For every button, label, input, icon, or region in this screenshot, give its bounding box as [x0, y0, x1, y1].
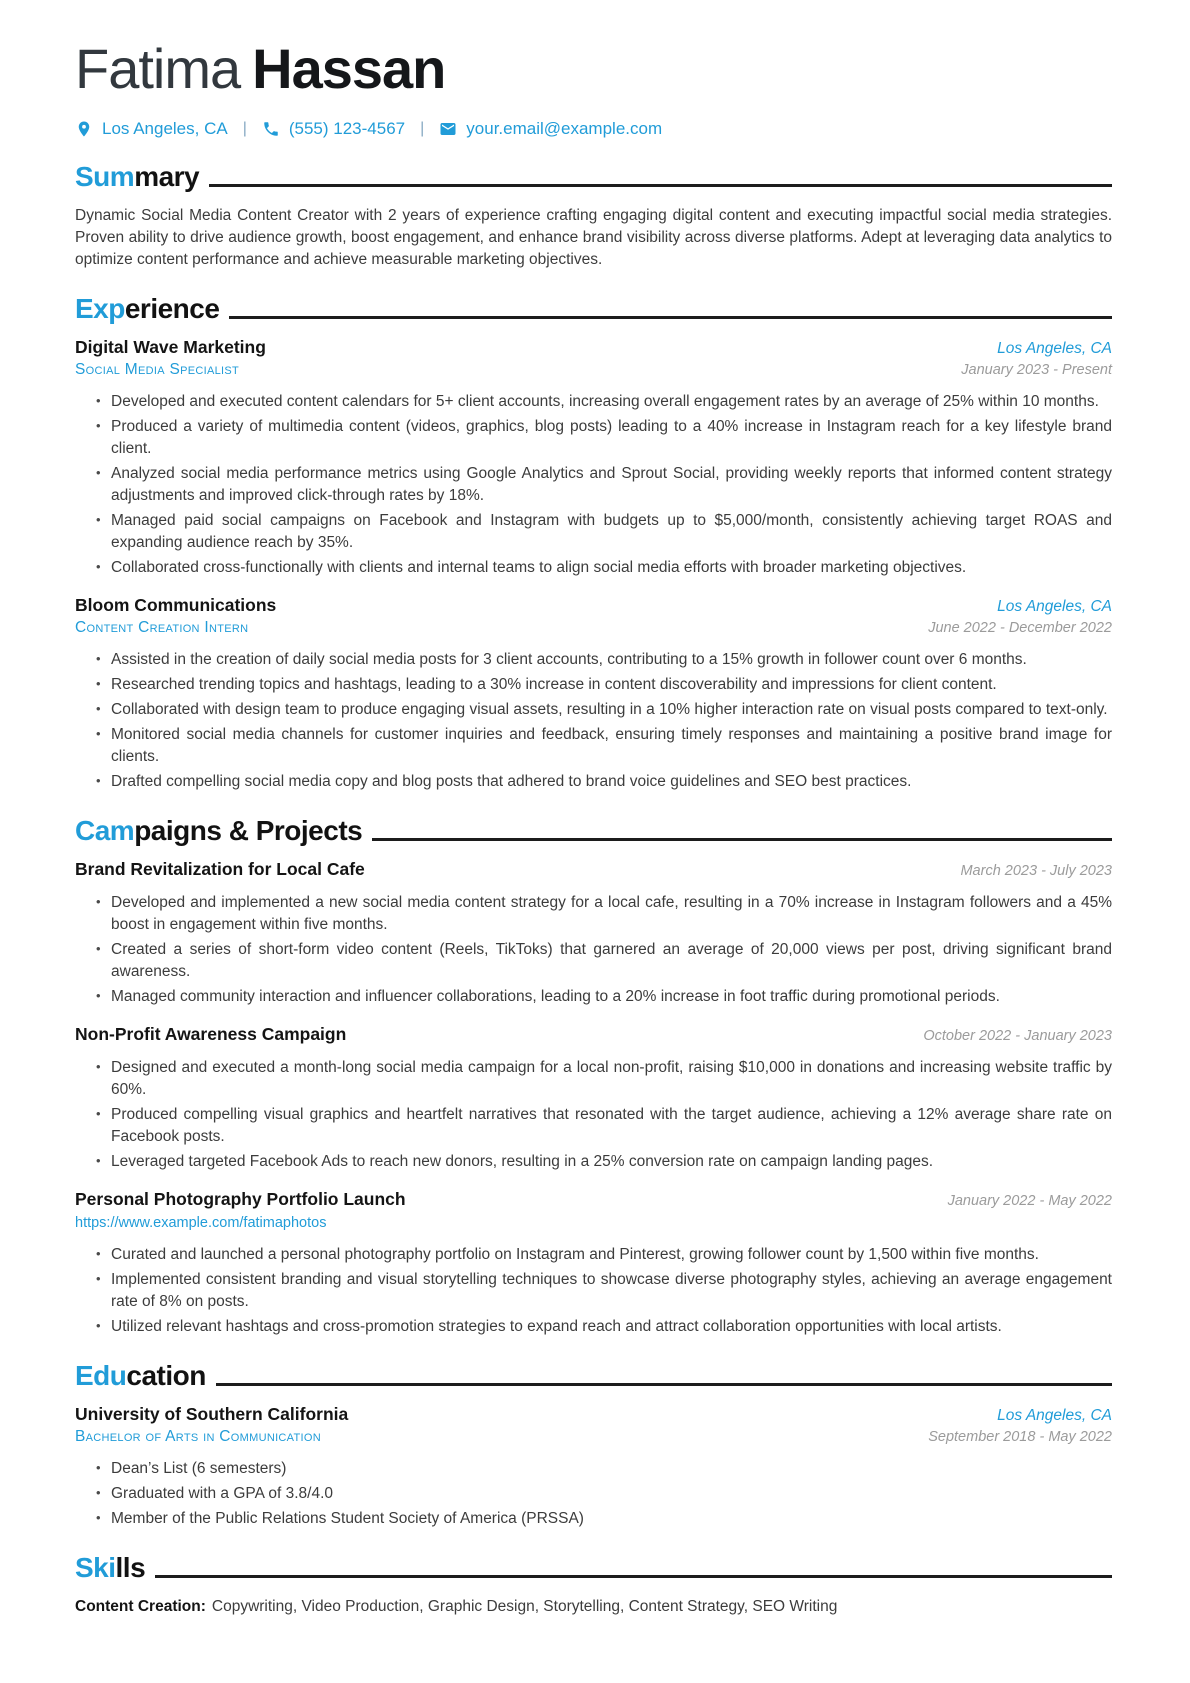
- heading-rest: cation: [126, 1359, 206, 1391]
- last-name: Hassan: [252, 37, 446, 100]
- bullet-item: • Leveraged targeted Facebook Ads to reach new donors, resulting in a 25% conversion rate on campaign landing pages.: [111, 1151, 1112, 1173]
- bullet-item: • Analyzed social media performance metrics using Google Analytics and Sprout Social, providing weekly reports that informed content strategy adjustments and improved click-through rates by 18%.: [111, 463, 1112, 507]
- heading-rest: mary: [134, 160, 200, 192]
- heading-rule: [209, 184, 1112, 187]
- contact-email[interactable]: your.email@example.com: [466, 118, 663, 138]
- bullet-item: • Graduated with a GPA of 3.8/4.0: [111, 1483, 1112, 1505]
- degree: Bachelor of Arts in Communication: [75, 1427, 321, 1445]
- bullet-item: • Designed and executed a month-long social media campaign for a local non-profit, raising $10,000 in donations and increasing website traffic by 60%.: [111, 1057, 1112, 1101]
- person-name: [75, 37, 1112, 100]
- heading-accent: Edu: [75, 1359, 127, 1391]
- date-range: March 2023 - July 2023: [960, 862, 1112, 879]
- bullet-item: • Dean’s List (6 semesters): [111, 1458, 1112, 1480]
- education-entry: [75, 1404, 1112, 1530]
- bullet-item: • Developed and executed content calendars for 5+ client accounts, increasing overall engagement rates by an average of 25% within 10 months.: [111, 391, 1112, 413]
- phone-icon: [262, 120, 280, 138]
- section-heading-summary: [75, 160, 1112, 192]
- company-location: Los Angeles, CA: [997, 597, 1112, 615]
- heading-rest: lls: [115, 1551, 146, 1583]
- bullet-list: [75, 892, 1112, 1008]
- heading-rule: [372, 838, 1112, 841]
- portfolio-link[interactable]: https://www.example.com/fatimaphotos: [75, 1214, 327, 1231]
- bullet-list: [75, 1458, 1112, 1530]
- project-name: Brand Revitalization for Local Cafe: [75, 858, 365, 879]
- project-entry: [75, 859, 1112, 1008]
- bullet-list: [75, 649, 1112, 793]
- heading-rule: [155, 1575, 1112, 1578]
- company-location: Los Angeles, CA: [997, 339, 1112, 357]
- company-name: Digital Wave Marketing: [75, 336, 266, 357]
- envelope-icon: [439, 120, 457, 138]
- heading-accent: Exp: [75, 292, 125, 324]
- company-name: Bloom Communications: [75, 594, 277, 615]
- date-range: January 2023 - Present: [961, 361, 1112, 378]
- summary-text: Dynamic Social Media Content Creator with 2 years of experience crafting engaging digital content and executing impactful social media strategies. Proven ability to drive audience growth, boost engagement, and enhance brand visibility across diverse platforms. Adept at leveraging data analytics to optimize content performance and achieve measurable marketing objectives.: [75, 206, 1112, 268]
- skill-list: Copywriting, Video Production, Graphic Design, Storytelling, Content Strategy, SEO Writing: [211, 1597, 838, 1615]
- section-heading-skills: [75, 1551, 1112, 1583]
- bullet-item: • Produced compelling visual graphics and heartfelt narratives that resonated with the target audience, achieving a 12% average share rate on Facebook posts.: [111, 1104, 1112, 1148]
- bullet-item: • Developed and implemented a new social media content strategy for a local cafe, resulting in a 70% increase in Instagram followers and a 45% boost in engagement within five months.: [111, 892, 1112, 936]
- experience-entry: [75, 337, 1112, 579]
- experience-entry: [75, 595, 1112, 793]
- date-range: September 2018 - May 2022: [928, 1428, 1112, 1445]
- section-heading-campaigns: [75, 814, 1112, 846]
- heading-rest: erience: [124, 292, 220, 324]
- contact-email-item[interactable]: [439, 119, 662, 139]
- contact-separator: |: [420, 119, 425, 137]
- project-name: Personal Photography Portfolio Launch: [75, 1188, 406, 1209]
- school-location: Los Angeles, CA: [997, 1406, 1112, 1424]
- contact-location-item: [75, 119, 228, 139]
- heading-rule: [216, 1383, 1112, 1386]
- first-name: Fatima: [75, 37, 241, 100]
- contact-phone-item: [262, 119, 405, 139]
- bullet-item: • Managed community interaction and influencer collaborations, leading to a 20% increase in foot traffic during promotional periods.: [111, 986, 1112, 1008]
- heading-accent: Ski: [75, 1551, 116, 1583]
- date-range: June 2022 - December 2022: [928, 619, 1112, 636]
- contact-location: Los Angeles, CA: [102, 118, 228, 138]
- school-name: University of Southern California: [75, 1403, 349, 1424]
- bullet-item: • Collaborated with design team to produce engaging visual assets, resulting in a 10% higher interaction rate on visual posts compared to text-only.: [111, 699, 1112, 721]
- bullet-item: • Drafted compelling social media copy and blog posts that adhered to brand voice guidelines and SEO best practices.: [111, 771, 1112, 793]
- bullet-item: • Researched trending topics and hashtags, leading to a 30% increase in content discoverability and impressions for client content.: [111, 674, 1112, 696]
- heading-rule: [229, 316, 1112, 319]
- section-heading-experience: [75, 292, 1112, 324]
- location-pin-icon: [75, 120, 93, 138]
- date-range: January 2022 - May 2022: [947, 1192, 1112, 1209]
- project-name: Non-Profit Awareness Campaign: [75, 1023, 347, 1044]
- contact-separator: |: [242, 119, 247, 137]
- bullet-item: • Implemented consistent branding and visual storytelling techniques to showcase diverse photography styles, achieving an average engagement rate of 8% on posts.: [111, 1269, 1112, 1313]
- bullet-item: • Utilized relevant hashtags and cross-promotion strategies to expand reach and attract collaboration opportunities with local artists.: [111, 1316, 1112, 1338]
- section-heading-education: [75, 1359, 1112, 1391]
- bullet-list: [75, 1057, 1112, 1173]
- skill-category: Content Creation:: [75, 1597, 206, 1615]
- bullet-list: [75, 1244, 1112, 1338]
- project-entry: [75, 1189, 1112, 1338]
- heading-accent: Cam: [75, 814, 135, 846]
- skill-line: [75, 1596, 1112, 1618]
- bullet-item: • Managed paid social campaigns on Facebook and Instagram with budgets up to $5,000/month, consistently achieving target ROAS and expanding audience reach by 35%.: [111, 510, 1112, 554]
- bullet-item: • Produced a variety of multimedia content (videos, graphics, blog posts) leading to a 40% increase in Instagram reach for a key lifestyle brand client.: [111, 416, 1112, 460]
- bullet-item: • Member of the Public Relations Student Society of America (PRSSA): [111, 1508, 1112, 1530]
- date-range: October 2022 - January 2023: [923, 1027, 1112, 1044]
- bullet-item: • Monitored social media channels for customer inquiries and feedback, ensuring timely responses and maintaining a positive brand image for clients.: [111, 724, 1112, 768]
- contact-row: [75, 119, 1112, 139]
- bullet-item: • Collaborated cross-functionally with clients and internal teams to align social media efforts with broader marketing objectives.: [111, 557, 1112, 579]
- bullet-item: • Created a series of short-form video content (Reels, TikToks) that garnered an average of 20,000 views per post, driving significant brand awareness.: [111, 939, 1112, 983]
- project-entry: [75, 1024, 1112, 1173]
- bullet-item: • Assisted in the creation of daily social media posts for 3 client accounts, contributing to a 15% growth in follower count over 6 months.: [111, 649, 1112, 671]
- job-title: Social Media Specialist: [75, 360, 240, 378]
- contact-phone: (555) 123-4567: [288, 118, 406, 138]
- bullet-list: [75, 391, 1112, 579]
- heading-accent: Sum: [75, 160, 135, 192]
- job-title: Content Creation Intern: [75, 618, 249, 636]
- heading-rest: paigns & Projects: [134, 814, 363, 846]
- bullet-item: • Curated and launched a personal photography portfolio on Instagram and Pinterest, growing follower count by 1,500 within five months.: [111, 1244, 1112, 1266]
